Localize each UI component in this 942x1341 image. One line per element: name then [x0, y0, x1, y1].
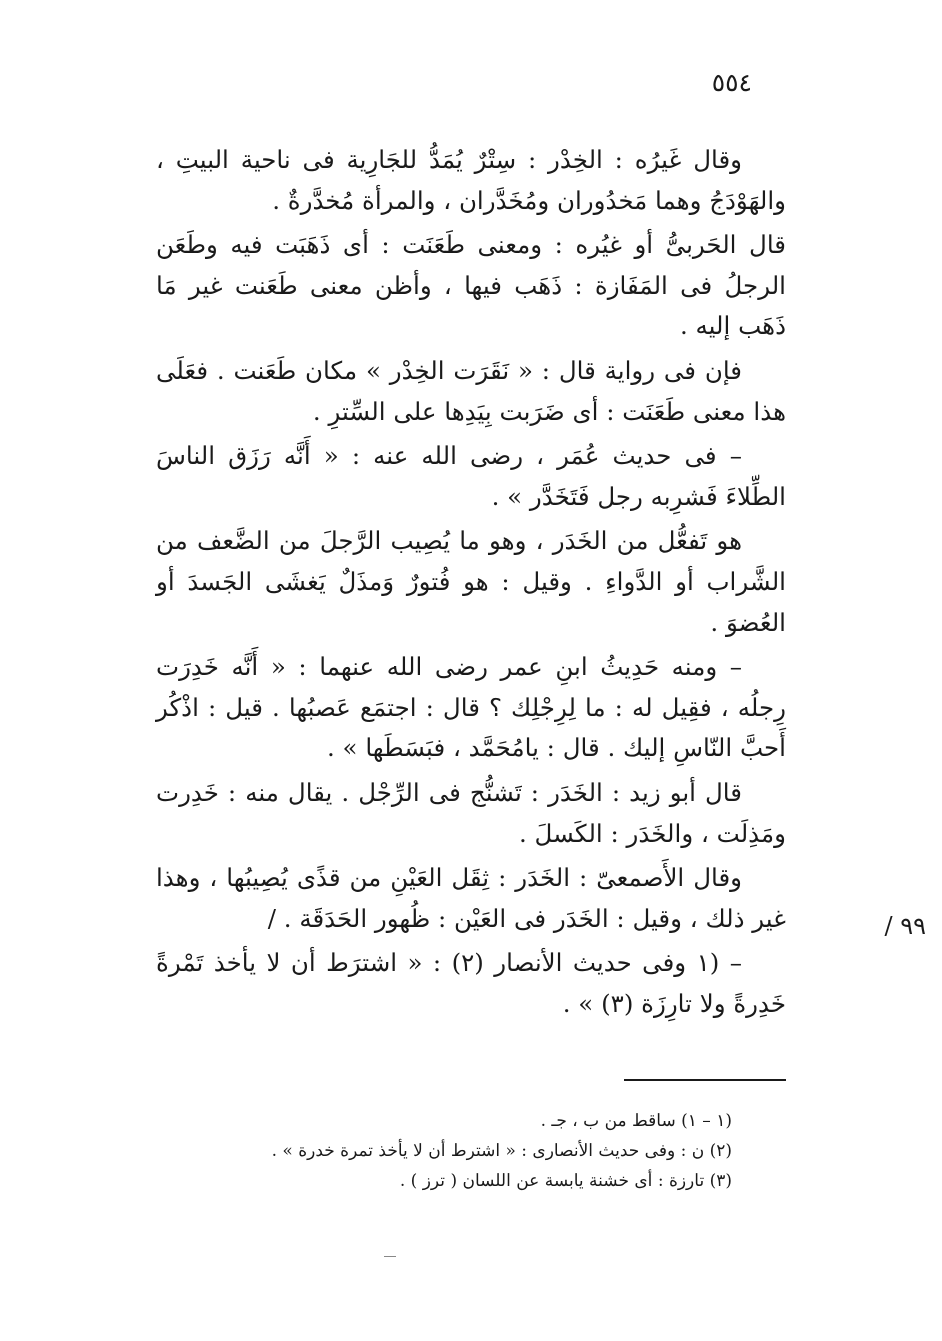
paragraph: وقال الأَصمعىّ : الخَدَر : ثِقَل العَيْنِ من قذًى يُصِيبُها ، وهذا غير ذلك ، وقيل : الخَدَر فى العَيْن : ظُهور الحَدَقَة . /: [156, 863, 786, 933]
paragraph: – فى حديث عُمَر ، رضى الله عنه : « أَنَّه رَزَق الناسَ الطِّلاءَ فَشرِبه رجل فَتَخَدَّر » .: [156, 441, 786, 511]
paragraph: قال أبو زيد : الخَدَر : تَشنُّج فى الرِّجْل . يقال منه : خَدِرت ومَذِلَت ، والخَدَر : الكَسلَ .: [156, 777, 786, 848]
paragraph: وقال غَيرُه : الخِدْر : سِتْرٌ يُمَدُّ للجَارِية فى ناحية البيتِ ، والهَوْدَجُ وهما مَخدُوران ومُخَدَّران ، والمرأة مُخدَّرةٌ .: [156, 145, 786, 215]
main-text: [156, 140, 786, 1024]
page-bottom-mark: [384, 1256, 396, 1257]
paragraph: – ومنه حَدِيثُ ابنِ عمر رضى الله عنهما : « أَنَّه خَدِرَت رِجلُه ، فقِيل له : ما لِرِجْلِك ؟ قال : اجتمَع عَصبُها . قيل : اذْكُر أَحبَّ النّاسِ إليك . قال : يامُحَمَّد ، فبَسَطَها » .: [156, 652, 786, 763]
paragraph: هو تَفعُّل من الخَدَر ، وهو ما يُصِيب الرَّجلَ من الضَّعف من الشَّراب أو الدَّواءِ . وقيل : هو فُتورٌ وَمذَلٌ يَغشَى الجَسدَ أو العُضوَ .: [156, 526, 786, 637]
footnote: (٢) ن : وفى حديث الأنصارى : « اشترط أن لا يأخذ تمرة خدرة » .: [271, 1141, 732, 1161]
footnote-divider: [624, 1079, 786, 1081]
footnote: (١ – ١) ساقط من ب ، جـ .: [540, 1111, 732, 1131]
footnote: (٣) تارزة : أى خشنة يابسة عن اللسان ( ترز ) .: [399, 1171, 732, 1191]
paragraph: – (١ وفى حديث الأنصار (٢) : « اشترَط أن لا يأخذ تَمْرةً خَدِرةً ولا تارِزَة (٣) » .: [156, 948, 786, 1018]
paragraph: فإن فى رواية قال : « نَقَرَت الخِدْر » مكان طَعَنت . فعَلَى هذا معنى طَعَنَت : أى ضَرَبت بِيَدِها على السِّترِ .: [156, 355, 786, 426]
page-number: ٥٥٤: [711, 68, 752, 97]
footnotes: [152, 1106, 732, 1196]
margin-page-reference: ٩٩ /: [884, 912, 926, 940]
paragraph: قال الحَربىُّ أو غيُره : ومعنى طَعَنَت : أى ذَهَبَت فيه وطَعَن الرجلُ فى المَفَازة : ذَهَب فيها ، وأظن معنى طَعَنت غير مَا ذَهَب إليه .: [156, 230, 786, 341]
